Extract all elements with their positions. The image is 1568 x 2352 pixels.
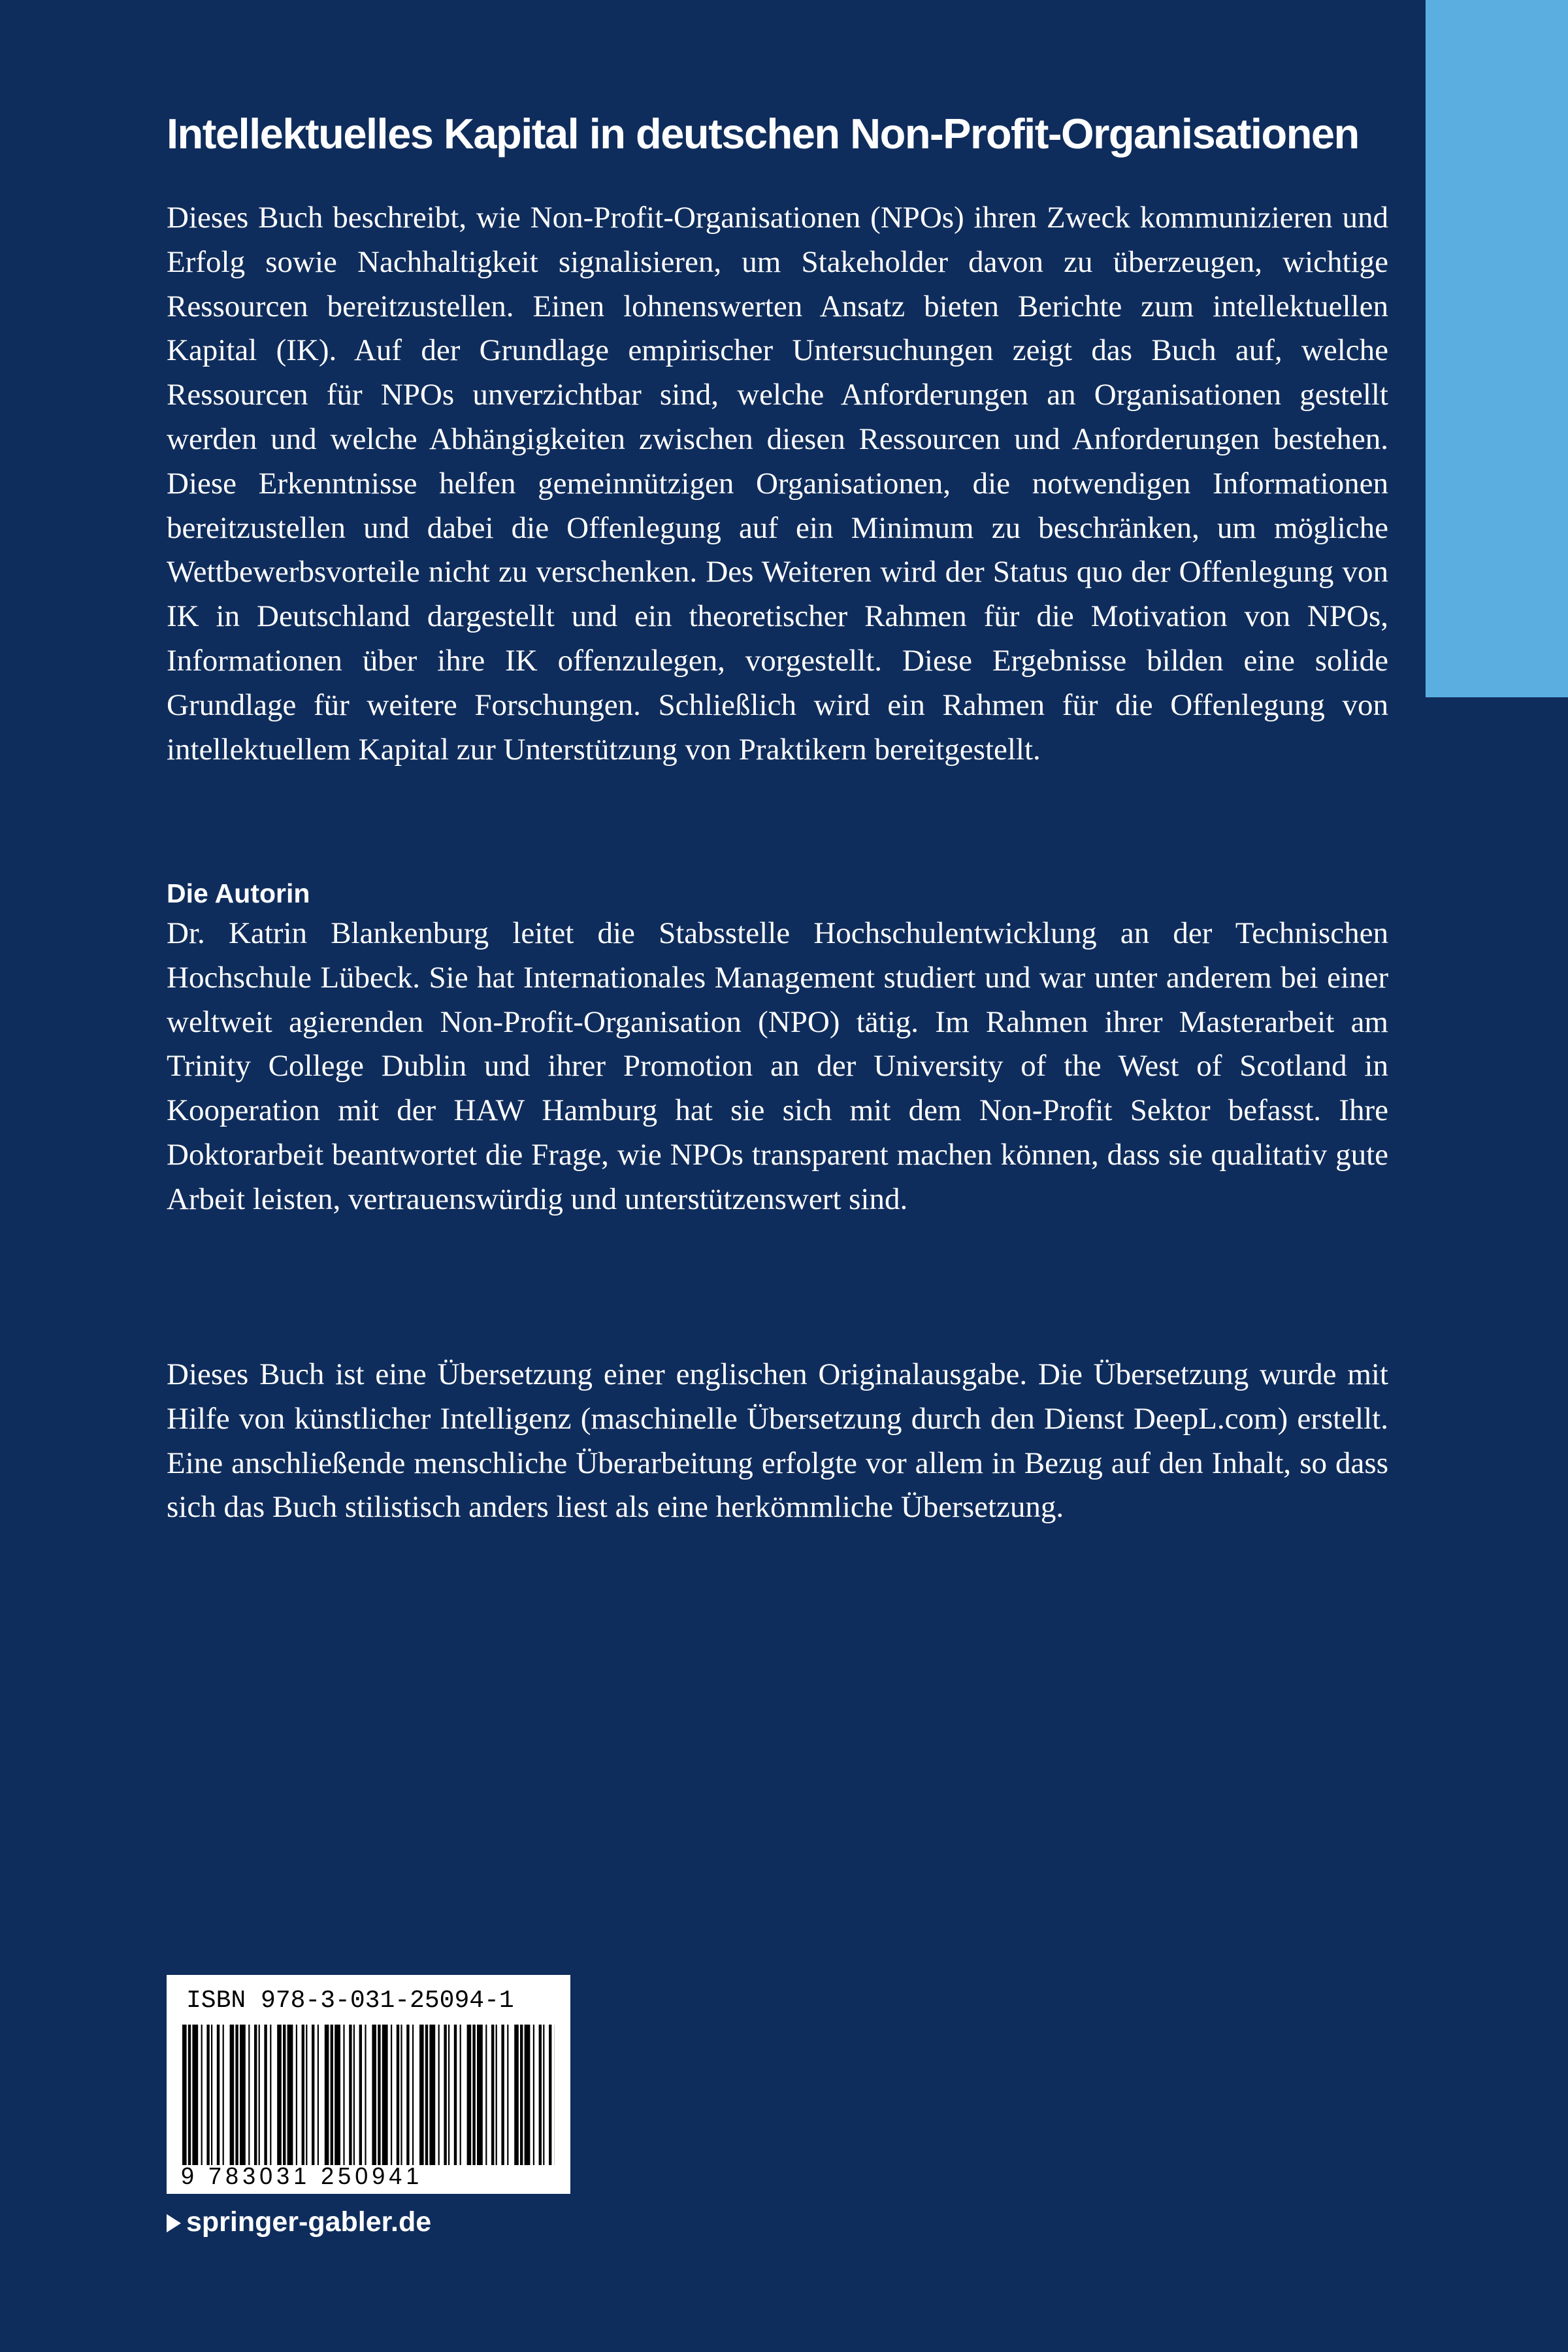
barcode-bar [372, 2025, 376, 2165]
barcode-bar [412, 2025, 414, 2165]
barcode-bar [217, 2025, 220, 2165]
barcode-bar [264, 2025, 267, 2165]
barcode-bar [406, 2025, 409, 2165]
accent-strip [1426, 0, 1568, 697]
barcode-bar [349, 2025, 351, 2165]
barcode-bar [454, 2025, 457, 2165]
barcode-bar [296, 2025, 297, 2165]
barcode-bar [277, 2025, 282, 2165]
barcode-bar [188, 2025, 191, 2165]
barcode-bar [223, 2025, 224, 2165]
isbn-label: ISBN 978-3-031-25094-1 [186, 1987, 514, 2015]
barcode-bar [485, 2025, 487, 2165]
barcode-bar [230, 2025, 235, 2165]
barcode-bar [306, 2025, 307, 2165]
translation-note: Dieses Buch ist eine Übersetzung einer englischen Originalausgabe. Die Übersetzung wurde mit Hilfe von künstlicher Intelligenz (maschinelle Übersetzung durch den Dienst DeepL.com) erstellt. Eine anschließende menschliche Überarbeitung erfolgte vor allem in Bezug auf den Inhalt, so dass sich das Buch stilistisch anders liest als eine herkömmliche Übersetzung. [167, 1357, 1388, 1525]
barcode-bar [335, 2025, 340, 2165]
author-bio: Dr. Katrin Blankenburg leitet die Stabsstelle Hochschulentwicklung an der Technischen Hochschule Lübeck. Sie hat Internationales Management studiert und war unter anderem bei einer weltweit agierenden Non-Profit-Organisation (NPO) tätig. Im Rahmen ihrer Masterarbeit am Trinity College Dublin und ihrer Promotion an der University of the West of Scotland in Kooperation mit der HAW Hamburg hat sie sich mit dem Non-Profit Sektor befasst. Ihre Doktorarbeit beantwortet die Frage, wie NPOs transparent machen können, dass sie qualitativ gute Arbeit leisten, vertrauenswürdig und unterstützenswert sind. [167, 916, 1388, 1216]
barcode-bar [353, 2025, 355, 2165]
barcode-bar [211, 2025, 212, 2165]
barcode-bar [325, 2025, 329, 2165]
barcode-bar [533, 2025, 534, 2165]
barcode-bar [359, 2025, 362, 2165]
barcode-bar [425, 2025, 428, 2165]
barcode-bar [235, 2025, 238, 2165]
book-description: Dieses Buch beschreibt, wie Non-Profit-Organisationen (NPOs) ihren Zweck kommunizieren und Erfolg sowie Nachhaltigkeit signalisieren, um Stakeholder davon zu überzeugen, wichtige Ressourcen bereitzustellen. Einen lohnenswerten Ansatz bieten Berichte zum intellektuellen Kapital (IK). Auf der Grundlage empirischer Untersuchungen zeigt das Buch auf, welche Ressourcen für NPOs unverzichtbar sind, welche Anforderungen an Organisationen gestellt werden und welche Abhängigkeiten zwischen diesen Ressourcen und Anforderungen bestehen. Diese Erkenntnisse helfen gemeinnützigen Organisationen, die notwendigen Informationen bereitzustellen und dabei die Offenlegung auf ein Minimum zu beschränken, um mögliche Wettbewerbsvorteile nicht zu verschenken. Des Weiteren wird der Status quo der Offenlegung von IK in Deutschland dargestellt und ein theoretischer Rahmen für die Motivation von NPOs, Informationen über ihre IK offenzulegen, vorgestellt. Diese Ergebnisse bilden eine solide Grundlage für weitere Forschungen. Schließlich wird ein Rahmen für die Offenlegung von intellektuellem Kapital zur Unterstützung von Praktikern bereitgestellt. [167, 201, 1388, 767]
barcode-bar [520, 2025, 523, 2165]
barcode-bar [192, 2025, 198, 2165]
barcode-bar [254, 2025, 257, 2165]
barcode-bar [312, 2025, 314, 2165]
barcode-bar [400, 2025, 402, 2165]
barcode-bar [496, 2025, 497, 2165]
barcode-bar [444, 2025, 446, 2165]
barcode-bar [182, 2025, 187, 2165]
barcode-bar [467, 2025, 472, 2165]
barcode-bar [472, 2025, 475, 2165]
barcode-bar [501, 2025, 504, 2165]
barcode-bar [302, 2025, 304, 2165]
barcode-bar [318, 2025, 319, 2165]
barcode-bar [397, 2025, 399, 2165]
barcode-bar [549, 2025, 551, 2165]
barcode-bar [343, 2025, 344, 2165]
barcode-bar [448, 2025, 449, 2165]
barcode-bar [477, 2025, 483, 2165]
barcode-bar [331, 2025, 333, 2165]
isbn-barcode [167, 1975, 570, 2194]
barcode-bar [206, 2025, 209, 2165]
barcode-bar [391, 2025, 392, 2165]
website-text: springer-gabler.de [186, 2206, 432, 2238]
arrow-right-icon [167, 2214, 181, 2232]
barcode-bar [283, 2025, 286, 2165]
barcode-bar [543, 2025, 544, 2165]
barcode-bars [182, 2025, 555, 2165]
barcode-bar [539, 2025, 542, 2165]
barcode-bar [429, 2025, 435, 2165]
barcode-bar [270, 2025, 271, 2165]
barcode-bar [378, 2025, 380, 2165]
barcode-bar [507, 2025, 508, 2165]
barcode-bar [514, 2025, 519, 2165]
book-title: Intellektuelles Kapital in deutschen Non-Profit-Organisationen [167, 110, 1359, 157]
publisher-website[interactable] [167, 2202, 431, 2242]
barcode-bar [460, 2025, 461, 2165]
barcode-bar [201, 2025, 203, 2165]
barcode-bar [287, 2025, 293, 2165]
barcode-bar [382, 2025, 388, 2165]
barcode-bar [491, 2025, 494, 2165]
barcode-bar [365, 2025, 366, 2165]
barcode-bar [525, 2025, 531, 2165]
barcode-bar [240, 2025, 246, 2165]
author-heading: Die Autorin [167, 878, 310, 908]
barcode-bar [259, 2025, 260, 2165]
barcode-digits: 9 783031 250941 [181, 2162, 423, 2189]
barcode-bar [248, 2025, 250, 2165]
barcode-bar [438, 2025, 440, 2165]
barcode-bar [419, 2025, 424, 2165]
